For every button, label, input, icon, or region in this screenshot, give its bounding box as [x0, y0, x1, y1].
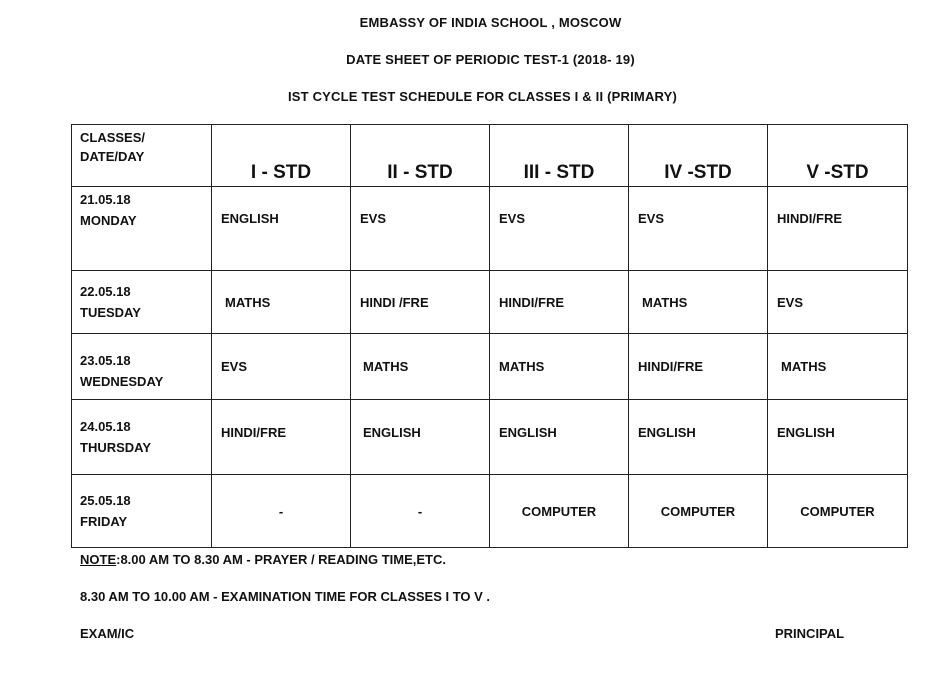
table-cell: HINDI/FRE: [490, 271, 629, 334]
datesheet-title: DATE SHEET OF PERIODIC TEST-1 (2018- 19): [346, 52, 635, 67]
exam-ic-signature: EXAM/IC: [80, 626, 135, 641]
row-date: 25.05.18: [80, 493, 131, 508]
row-date: 22.05.18: [80, 284, 131, 299]
table-cell: ENGLISH: [212, 187, 351, 271]
table-cell: MATHS: [629, 271, 768, 334]
column-header: II - STD: [351, 125, 490, 187]
corner-header-cell: [72, 125, 212, 187]
table-header-row: [72, 125, 908, 187]
table-cell: HINDI/FRE: [212, 400, 351, 475]
date-day-cell: [72, 187, 212, 271]
cycle-title: IST CYCLE TEST SCHEDULE FOR CLASSES I & II (PRIMARY): [287, 89, 678, 104]
note-label: NOTE: [80, 552, 117, 567]
note-exam-time: 8.30 AM TO 10.00 AM - EXAMINATION TIME FOR CLASSES I TO V .: [80, 589, 491, 604]
table-cell: EVS: [351, 187, 490, 271]
row-day: MONDAY: [80, 213, 137, 228]
table-row: [72, 187, 908, 271]
table-row: [72, 400, 908, 475]
table-cell: EVS: [490, 187, 629, 271]
column-header: III - STD: [490, 125, 629, 187]
table-row: [72, 334, 908, 400]
table-cell: ENGLISH: [629, 400, 768, 475]
table-cell: -: [212, 475, 351, 548]
date-day-cell: [72, 400, 212, 475]
table-row: [72, 271, 908, 334]
table-cell: EVS: [768, 271, 908, 334]
date-day-cell: [72, 475, 212, 548]
table-cell: HINDI/FRE: [629, 334, 768, 400]
row-day: THURSDAY: [80, 440, 152, 455]
row-day: FRIDAY: [80, 514, 128, 529]
table-cell: EVS: [629, 187, 768, 271]
school-name: EMBASSY OF INDIA SCHOOL , MOSCOW: [359, 15, 622, 30]
table-cell: HINDI /FRE: [351, 271, 490, 334]
column-header: I - STD: [212, 125, 351, 187]
row-day: WEDNESDAY: [80, 373, 164, 389]
table-cell: ENGLISH: [768, 400, 908, 475]
table-cell: ENGLISH: [490, 400, 629, 475]
table-cell: COMPUTER: [490, 475, 629, 548]
row-date: 23.05.18: [80, 352, 131, 368]
principal-signature: PRINCIPAL: [775, 626, 845, 641]
date-day-cell: [72, 334, 212, 400]
table-cell: MATHS: [351, 334, 490, 400]
table-cell: -: [351, 475, 490, 548]
row-date: 21.05.18: [80, 192, 131, 207]
schedule-table: [71, 124, 908, 548]
table-cell: MATHS: [490, 334, 629, 400]
note-prayer-text: :8.00 AM TO 8.30 AM - PRAYER / READING TIME,ETC.: [116, 552, 446, 567]
table-cell: MATHS: [768, 334, 908, 400]
table-row: [72, 475, 908, 548]
table-cell: COMPUTER: [629, 475, 768, 548]
column-header: IV -STD: [629, 125, 768, 187]
corner-label-dateday: DATE/DAY: [80, 149, 145, 164]
table-cell: HINDI/FRE: [768, 187, 908, 271]
table-cell: COMPUTER: [768, 475, 908, 548]
column-header: V -STD: [768, 125, 908, 187]
corner-label-classes: CLASSES/: [80, 130, 146, 145]
row-day: TUESDAY: [80, 305, 141, 320]
table-cell: EVS: [212, 334, 351, 400]
note-prayer-time: [80, 552, 446, 567]
table-cell: MATHS: [212, 271, 351, 334]
table-cell: ENGLISH: [351, 400, 490, 475]
date-day-cell: [72, 271, 212, 334]
row-date: 24.05.18: [80, 419, 131, 434]
